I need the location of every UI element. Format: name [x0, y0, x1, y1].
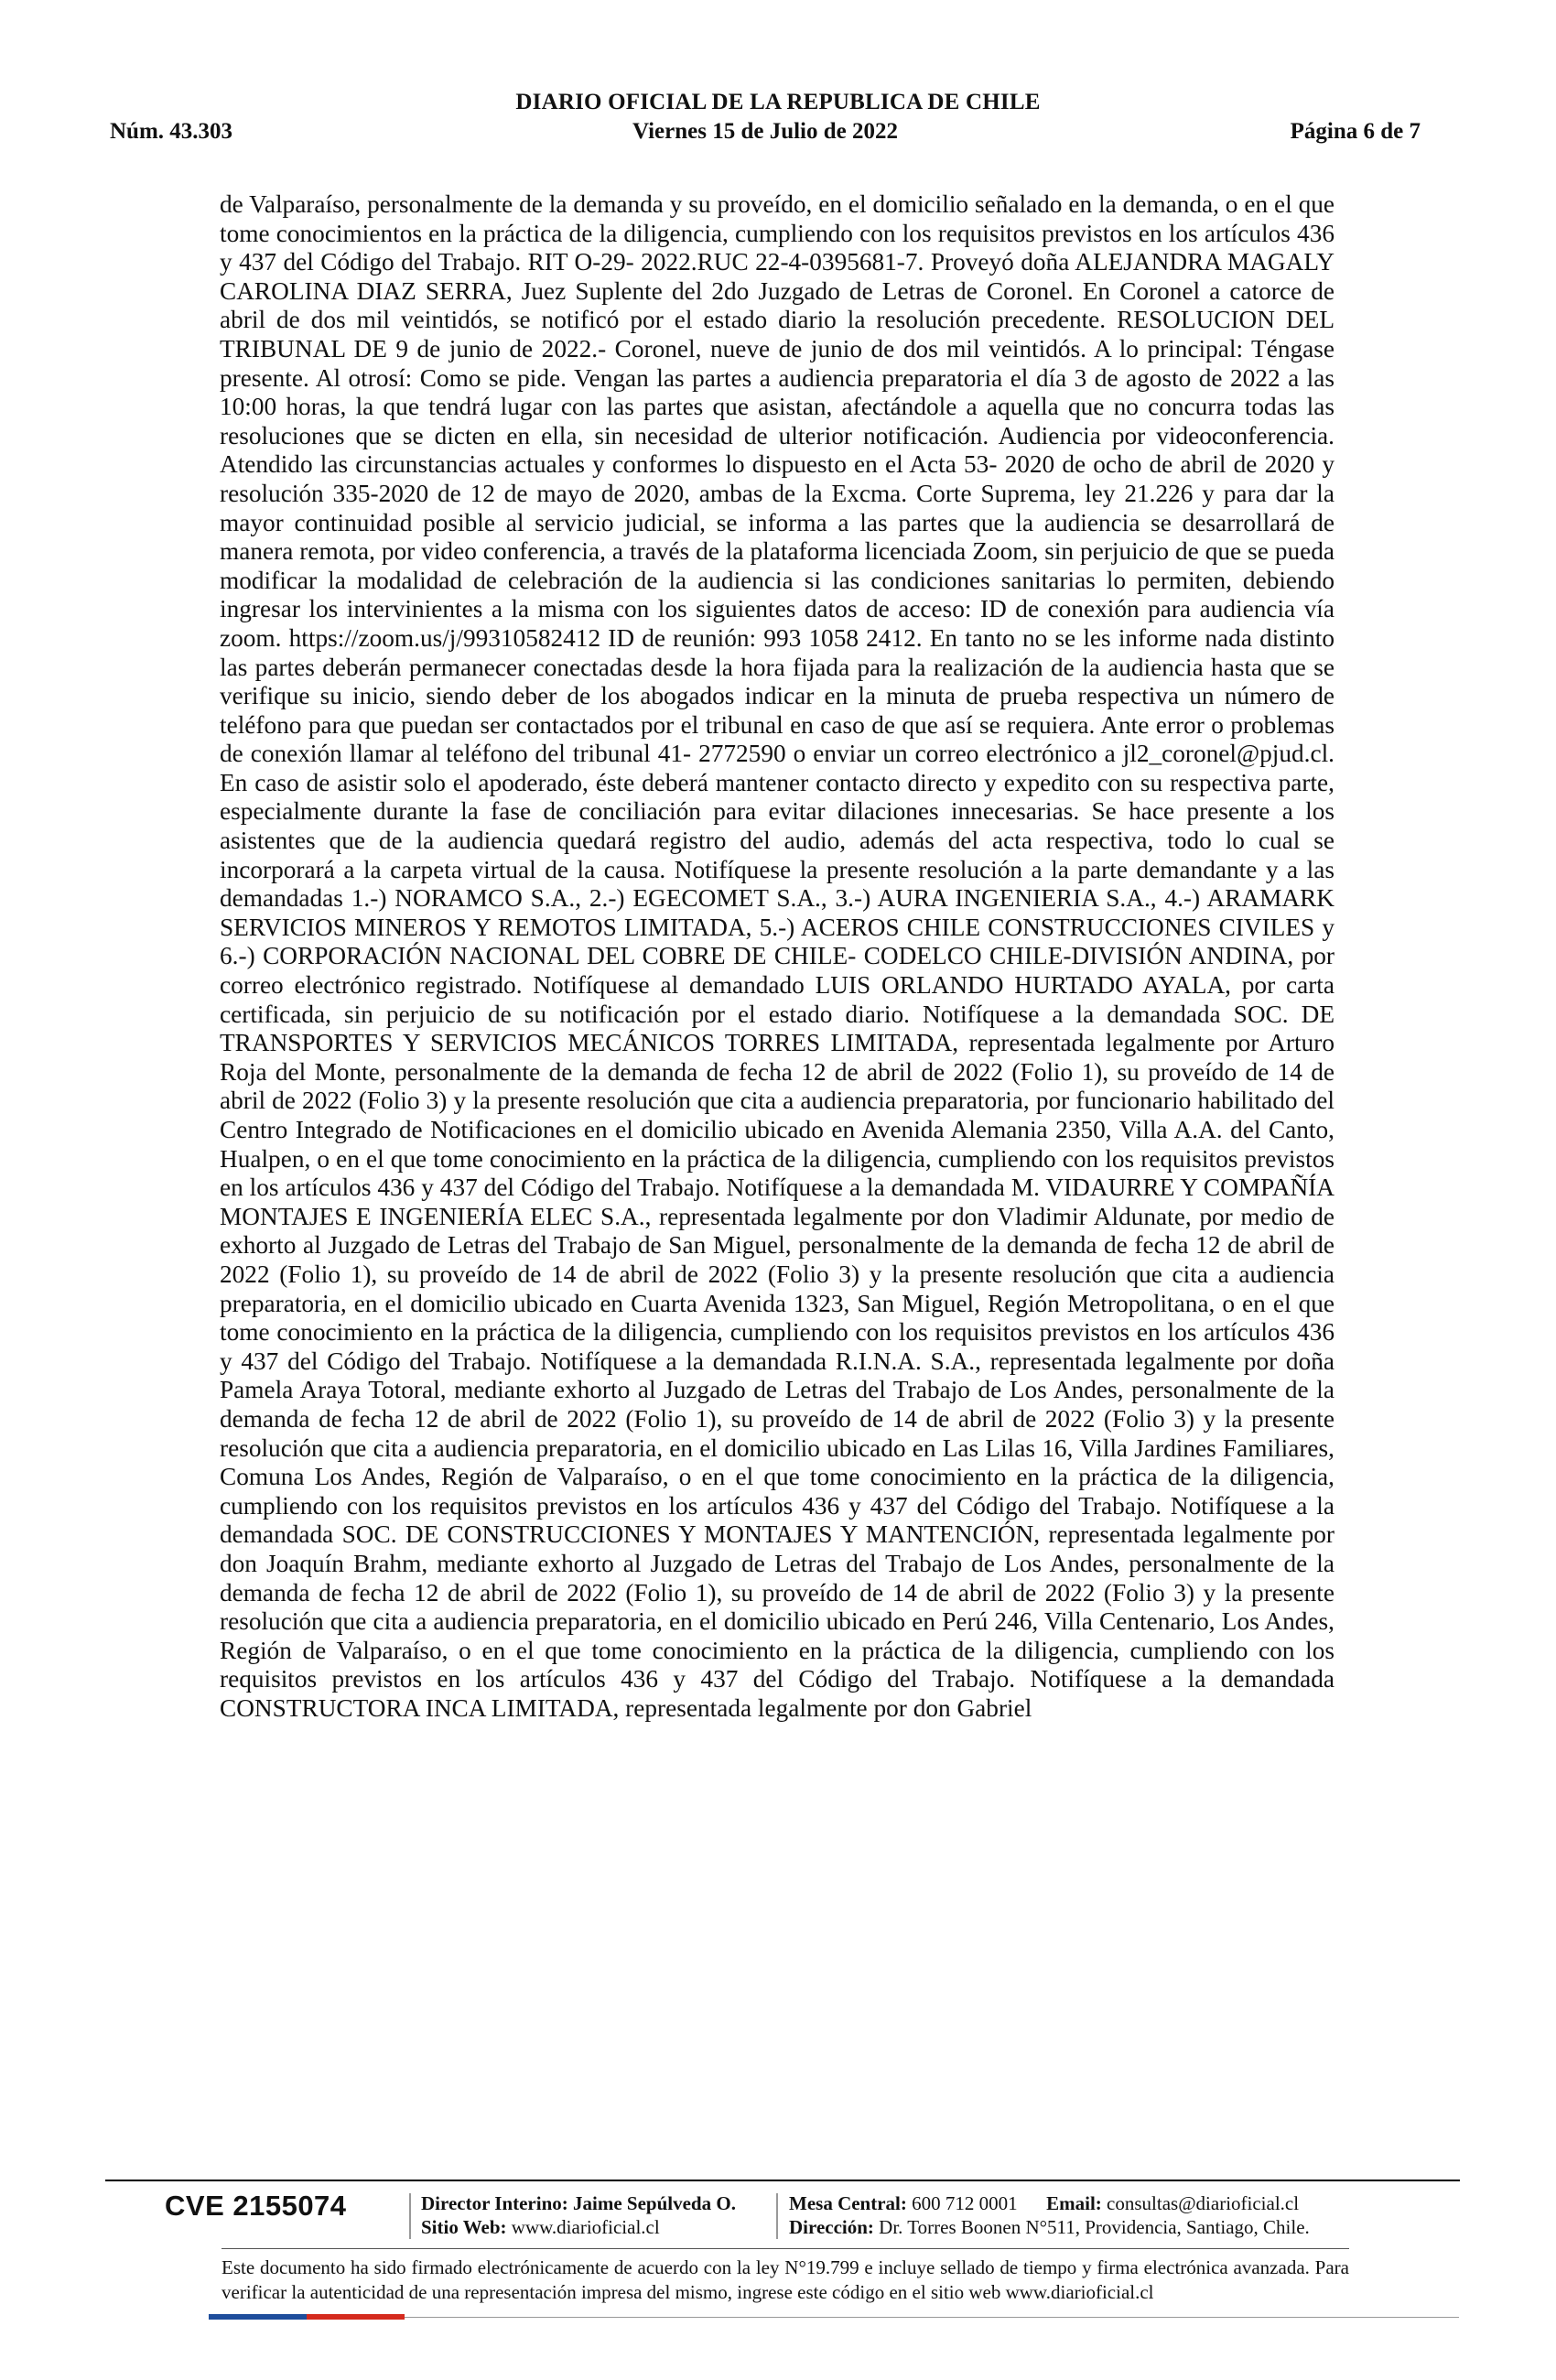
- issue-number: Núm. 43.303: [110, 119, 233, 144]
- flag-stripe-blue: [209, 2314, 307, 2320]
- footer-divider: [405, 2317, 1459, 2318]
- footer-separator: [776, 2193, 778, 2239]
- footer-contact-block: [789, 2191, 1310, 2239]
- address-label: Dirección:: [789, 2216, 874, 2238]
- address-value: Dr. Torres Boonen N°511, Providencia, Santiago, Chile.: [879, 2216, 1310, 2238]
- page-number: Página 6 de 7: [1290, 119, 1421, 144]
- email-label: Email:: [1046, 2192, 1102, 2214]
- flag-stripe-red: [307, 2314, 405, 2320]
- footer-divider: [222, 2248, 1349, 2249]
- body-paragraph: de Valparaíso, personalmente de la demanda y su proveído, en el domicilio señalado en la demanda, o en el que tome conocimientos en la práctica de la diligencia, cumpliendo con los requisitos previstos en los artículos 436 y 437 del Código del Trabajo. RIT O-29- 2022.RUC 22-4-0395681-7. Proveyó doña ALEJANDRA MAGALY CAROLINA DIAZ SERRA, Juez Suplente del 2do Juzgado de Letras de Coronel. En Coronel a catorce de abril de dos mil veintidós, se notificó por el estado diario la resolución precedente. RESOLUCION DEL TRIBUNAL DE 9 de junio de 2022.- Coronel, nueve de junio de dos mil veintidós. A lo principal: Téngase presente. Al otrosí: Como se pide. Vengan las partes a audiencia preparatoria el día 3 de agosto de 2022 a las 10:00 horas, la que tendrá lugar con las partes que asistan, afectándole a aquella que no concurra todas las resoluciones que se dicten en ella, sin necesidad de ulterior notificación. Audiencia por videoconferencia. Atendido las circunstancias actuales y conformes lo dispuesto en el Acta 53- 2020 de ocho de abril de 2020 y resolución 335-2020 de 12 de mayo de 2020, ambas de la Excma. Corte Suprema, ley 21.226 y para dar la mayor continuidad posible al servicio judicial, se informa a las partes que la audiencia se desarrollará de manera remota, por video conferencia, a través de la plataforma licenciada Zoom, sin perjuicio de que se pueda modificar la modalidad de celebración de la audiencia si las condiciones sanitarias lo permiten, debiendo ingresar los intervinientes a la misma con los siguientes datos de acceso: ID de conexión para audiencia vía zoom. https://zoom.us/j/99310582412 ID de reunión: 993 1058 2412. En tanto no se les informe nada distinto las partes deberán permanecer conectadas desde la hora fijada para la realización de la audiencia hasta que se verifique su inicio, siendo deber de los abogados indicar en la minuta de prueba respectiva un número de teléfono para que puedan ser contactados por el tribunal en caso de que así se requiera. Ante error o problemas de conexión llamar al teléfono del tribunal 41- 2772590 o enviar un correo electrónico a jl2_coronel@pjud.cl. En caso de asistir solo el apoderado, éste deberá mantener contacto directo y expedito con su respectiva parte, especialmente durante la fase de conciliación para evitar dilaciones innecesarias. Se hace presente a los asistentes que de la audiencia quedará registro del audio, además del acta respectiva, todo lo cual se incorporará a la carpeta virtual de la causa. Notifíquese la presente resolución a la parte demandante y a las demandadas 1.-) NORAMCO S.A., 2.-) EGECOMET S.A., 3.-) AURA INGENIERIA S.A., 4.-) ARAMARK SERVICIOS MINEROS Y REMOTOS LIMITADA, 5.-) ACEROS CHILE CONSTRUCCIONES CIVILES y 6.-) CORPORACIÓN NACIONAL DEL COBRE DE CHILE- CODELCO CHILE-DIVISIÓN ANDINA, por correo electrónico registrado. Notifíquese al demandado LUIS ORLANDO HURTADO AYALA, por carta certificada, sin perjuicio de su notificación por el estado diario. Notifíquese a la demandada SOC. DE TRANSPORTES Y SERVICIOS MECÁNICOS TORRES LIMITADA, representada legalmente por Arturo Roja del Monte, personalmente de la demanda de fecha 12 de abril de 2022 (Folio 1), su proveído de 14 de abril de 2022 (Folio 3) y la presente resolución que cita a audiencia preparatoria, por funcionario habilitado del Centro Integrado de Notificaciones en el domicilio ubicado en Avenida Alemania 2350, Villa A.A. del Canto, Hualpen, o en el que tome conocimiento en la práctica de la diligencia, cumpliendo con los requisitos previstos en los artículos 436 y 437 del Código del Trabajo. Notifíquese a la demandada M. VIDAURRE Y COMPAÑÍA MONTAJES E INGENIERÍA ELEC S.A., representada legalmente por don Vladimir Aldunate, por medio de exhorto al Juzgado de Letras del Trabajo de San Miguel, personalmente de la demanda de fecha 12 de abril de 2022 (Folio 1), su proveído de 14 de abril de 2022 (Folio 3) y la presente resolución que cita a audiencia preparatoria, en el domicilio ubicado en Cuarta Avenida 1323, San Miguel, Región Metropolitana, o en el que tome conocimiento en la práctica de la diligencia, cumpliendo con los requisitos previstos en los artículos 436 y 437 del Código del Trabajo. Notifíquese a la demandada R.I.N.A. S.A., representada legalmente por doña Pamela Araya Totoral, mediante exhorto al Juzgado de Letras del Trabajo de Los Andes, personalmente de la demanda de fecha 12 de abril de 2022 (Folio 1), su proveído de 14 de abril de 2022 (Folio 3) y la presente resolución que cita a audiencia preparatoria, en el domicilio ubicado en Las Lilas 16, Villa Jardines Familiares, Comuna Los Andes, Región de Valparaíso, o en el que tome conocimiento en la práctica de la diligencia, cumpliendo con los requisitos previstos en los artículos 436 y 437 del Código del Trabajo. Notifíquese a la demandada SOC. DE CONSTRUCCIONES Y MONTAJES Y MANTENCIÓN, representada legalmente por don Joaquín Brahm, mediante exhorto al Juzgado de Letras del Trabajo de Los Andes, personalmente de la demanda de fecha 12 de abril de 2022 (Folio 1), su proveído de 14 de abril de 2022 (Folio 3) y la presente resolución que cita a audiencia preparatoria, en el domicilio ubicado en Perú 246, Villa Centenario, Los Andes, Región de Valparaíso, o en el que tome conocimiento en la práctica de la diligencia, cumpliendo con los requisitos previstos en los artículos 436 y 437 del Código del Trabajo. Notifíquese a la demandada CONSTRUCTORA INCA LIMITADA, representada legalmente por don Gabriel: [220, 190, 1334, 1722]
- director-name: Jaime Sepúlveda O.: [573, 2192, 736, 2214]
- signature-disclaimer: Este documento ha sido firmado electrónicamente de acuerdo con la ley N°19.799 e incluye sellado de tiempo y firma electrónica avanzada. Para verificar la autenticidad de una representación impresa del mismo, ingrese este código en el sitio web www.diarioficial.cl: [222, 2256, 1349, 2303]
- flag-stripe: [209, 2314, 405, 2320]
- body-text: [220, 190, 1334, 1723]
- phone-number: 600 712 0001: [912, 2192, 1018, 2214]
- footer-divider: [105, 2180, 1460, 2181]
- cve-code: CVE 2155074: [165, 2190, 347, 2222]
- email-link[interactable]: consultas@diarioficial.cl: [1107, 2192, 1300, 2214]
- issue-date: Viernes 15 de Julio de 2022: [632, 119, 899, 144]
- director-label: Director Interino:: [421, 2192, 568, 2214]
- newspaper-title: DIARIO OFICIAL DE LA REPUBLICA DE CHILE: [515, 90, 1041, 114]
- phone-label: Mesa Central:: [789, 2192, 907, 2214]
- website-link[interactable]: www.diarioficial.cl: [511, 2216, 660, 2238]
- website-label: Sitio Web:: [421, 2216, 507, 2238]
- footer-director-block: [421, 2191, 736, 2239]
- footer-separator: [409, 2193, 411, 2239]
